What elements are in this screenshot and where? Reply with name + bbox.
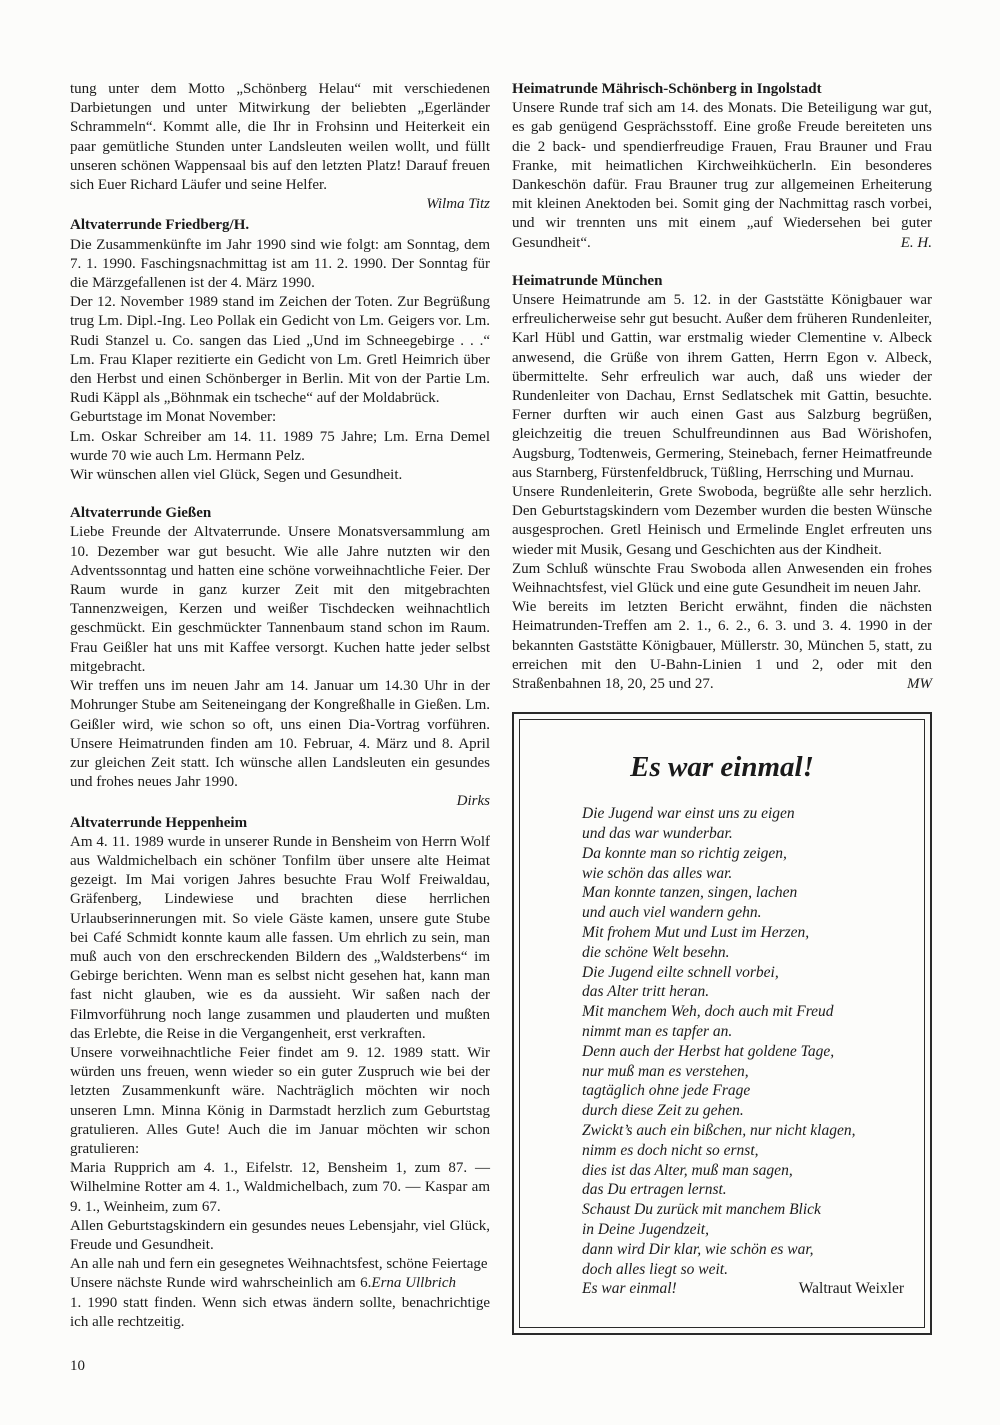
poem-line: nimm es doch nicht so ernst, (582, 1141, 759, 1159)
closing-text: Unsere Runde traf sich am 14. des Monats. Die Beteiligung war gut, es gab genügend Gesprächsstoff. Eine große Freude bereiteten uns die 2 back- und spendierfreudige Frauen, Frau Brauner und Frau Franke, mit heimatlichen Kirchweihkücherln. Ein besonderes Dankeschön dafür. Frau Brauner trug zur allgemeinen Erheiterung mit kleinen Anektoden bei. Somit ging der Nachmittag rasch vorbei, und wir trennten uns mit einem „auf Wiedersehen bei guter Gesundheit“. (512, 100, 932, 251)
poem-line: das Alter tritt heran. (582, 983, 710, 1001)
poem-box-inner-border (519, 719, 925, 1328)
paragraph: Liebe Freunde der Altvaterrunde. Unsere Monatsversammlung am 10. Dezember war gut besucht. Wie alle Jahre nutzten wir den Adventssonntag und hatten eine schöne vorweihnachtliche Feier. Der Raum wurde in ganz kurzer Zeit mit den mitgebrachten Tannenzweigen, Kerzen und weißer Tischdecken weihnachtlich geschmückt. Ein geschmückter Tannenbaum stand schon im Raum. Frau Geißler hat uns mit Kaffee versorgt. Kuchen hatte jeder selbst mitgebracht. (70, 524, 490, 675)
poem-title: Es war einmal! (630, 751, 814, 784)
poem-line: dies ist das Alter, muß man sagen, (582, 1161, 793, 1179)
poem-line: Schaust Du zurück mit manchem Blick (582, 1201, 821, 1219)
poem-line: das Du ertragen lernst. (582, 1181, 727, 1199)
paragraph: Der 12. November 1989 stand im Zeichen der Toten. Zur Begrüßung trug Lm. Dipl.-Ing. Leo Pollak ein Gedicht von Lm. Geigers vor. Lm. Rudi Stanzel u. Co. sangen das Lied „Und im Schneegebirge . . .“ Lm. Frau Klaper rezitierte ein Gedicht von Lm. Gretl Heimrich über den Herbst und einen Schönberger in Berlin. Mit von der Partie Lm. Rudi Käppl als „Böhnmak ein tscheche“ auf der Moldabrück. (70, 294, 490, 407)
poem-line: wie schön das alles war. (582, 864, 733, 882)
page-number: 10 (70, 1358, 85, 1374)
article-heading: Altvaterrunde Friedberg/H. (70, 217, 250, 234)
poem-line: Da konnte man so richtig zeigen, (582, 844, 787, 862)
poem-line: Denn auch der Herbst hat goldene Tage, (582, 1042, 835, 1060)
article-heading: Heimatrunde Mährisch-Schönberg in Ingolstadt (512, 81, 822, 97)
signature-wilma-titz: Wilma Titz (426, 196, 490, 213)
paragraph: Wir wünschen allen viel Glück, Segen und Gesundheit. (70, 467, 403, 484)
article-altvaterrunde-heppenheim (70, 814, 490, 1332)
paragraph: Am 4. 11. 1989 wurde in unserer Runde in Bensheim von Herrn Wolf aus Waldmichelbach ein schöner Tonfilm über unsere alte Heimat gezeigt. Im Mai vorigen Jahres besuchte Frau Wolf Freiwaldau, Gräfenberg, Lindewiese und brachten diese herrlichen Urlaubserinnerungen mit. So viele Gäste kamen, unsere gute Stube bei Café Schmidt konnte kaum alle fassen. Um ehrlich zu sein, man muß auch von den erschreckenden Bildern des „Waldsterbens“ im Gebirge berichten. Wenn man es selbst nicht gesehen hat, kann man fast nicht glauben, wie es da aussieht. Wir saßen nach der Filmvorführung noch lange zusammen und plauderten und mußten das Erlebte, die Reise in die Vergangenheit, erst verkraften. (70, 833, 490, 1042)
poem-line: in Deine Jugendzeit, (582, 1221, 709, 1239)
right-column (512, 80, 932, 1335)
signature-dirks: Dirks (456, 793, 490, 810)
poem-line: dann wird Dir klar, wie schön es war, (582, 1240, 814, 1258)
poem-line: und das war wunderbar. (582, 825, 733, 843)
poem-line: nur muß man es verstehen, (582, 1062, 749, 1080)
left-column (70, 80, 490, 1335)
poem-line: tagtäglich ohne jede Frage (582, 1082, 751, 1100)
poem-line: nimmt man es tapfer an. (582, 1023, 733, 1041)
article-heimatrunde-muenchen (512, 272, 932, 694)
paragraph: Unsere vorweihnachtliche Feier findet am 9. 12. 1989 statt. Wir würden uns freuen, wenn wieder so ein guter Zuspruch wie bei der letzten Zusammenkunft wäre. Nachträglich möchten wir noch unseren Lmn. Minna König in Darmstadt herzlich zum Geburtstag gratulieren. Alles Gute! Auch die im Januar möchten wir schon gratulieren: (70, 1044, 490, 1157)
closing-paragraph (512, 99, 932, 253)
paragraph: Geburtstage im Monat November: (70, 409, 277, 426)
closing-text: An alle nah und fern ein gesegnetes Weihnachtsfest, schöne Feiertage (70, 1256, 488, 1273)
poem-signature: Waltraut Weixler (798, 1280, 904, 1298)
signature-eh: E. H. (900, 234, 932, 251)
signature-mw: MW (907, 676, 932, 693)
article-continuation (70, 80, 490, 214)
poem-line: Man konnte tanzen, singen, lachen (582, 884, 798, 902)
poem-closing-row (582, 1279, 904, 1299)
poem-line: Mit frohem Mut und Lust im Herzen, (582, 924, 810, 942)
paragraph: tung unter dem Motto „Schönberg Helau“ mit verschiedenen Darbietungen und unter Mitwirkung der beliebten „Egerländer Schrammeln“. Kommt alle, die Ihr in Frohsinn und Heiterkeit ein paar gemütliche Stunden unter Landsleuten weilen wollt, und füllt unseren schönen Wappensaal bis auf den letzten Platz! Darauf freuen sich Euer Richard Läufer und seine Helfer. (70, 81, 490, 194)
signature-erna-ullbrich: Erna Ullbrich (371, 1275, 456, 1292)
paragraph: Wir treffen uns im neuen Jahr am 14. Januar um 14.30 Uhr in der Mohrunger Stube am Seiteneingang der Kongreßhalle in Gießen. Lm. Geißler wird, wie schon so oft, uns einen Dia-Vortrag vorführen. Unsere Heimatrunden finden am 10. Februar, 4. März und 8. April zur gleichen Zeit statt. Ich wünsche allen Landsleuten ein gesundes und frohes neues Jahr 1990. (70, 678, 490, 791)
closing-text: Wie bereits im letzten Bericht erwähnt, finden die nächsten Heimatrunden-Treffen am 2. 1., 6. 2., 6. 3. und 3. 4. 1990 in der bekannten Gaststätte Königbauer, Müllerstr. 30, München 5, statt, zu erreichen mit den U-Bahn-Linien 1 und 2, oder mit den Straßenbahnen 18, 20, 25 und 27. (512, 599, 932, 693)
poem-box (512, 712, 932, 1335)
article-heading: Heimatrunde München (512, 272, 663, 289)
paragraph: Unsere nächste Runde wird wahrscheinlich am 6. 1. 1990 statt finden. Wenn sich etwas ändern sollte, benachrichtige ich alle rechtzeitig. (70, 1275, 490, 1330)
poem-line: Die Jugend war einst uns zu eigen (582, 805, 795, 823)
paragraph: Maria Rupprich am 4. 1., Eifelstr. 12, Bensheim 1, zum 87. — Wilhelmine Rotter am 4. 1., Waldmichelbach, zum 70. — Kaspar am 9. 1., Weinheim, zum 67. (70, 1160, 490, 1215)
poem-line: Zwickt’s auch ein bißchen, nur nicht klagen, (582, 1122, 856, 1140)
paragraph: Unsere Rundenleiterin, Grete Swoboda, begrüßte alle sehr herzlich. Den Geburtstagskindern vom Dezember wurden die besten Wünsche ausgesprochen. Gretl Heinisch und Ermelinde Englet erfreuten uns wieder mit Musik, Gesang und Geschichten aus der Kindheit. (512, 484, 932, 558)
poem-line: Die Jugend eilte schnell vorbei, (582, 963, 779, 981)
poem-line: doch alles liegt so weit. (582, 1260, 728, 1278)
article-altvaterrunde-giessen (70, 504, 490, 811)
article-heimatrunde-ingolstadt (512, 80, 932, 253)
poem-body (582, 804, 904, 1279)
article-heading: Altvaterrunde Gießen (70, 505, 212, 522)
poem-line: die schöne Welt besehn. (582, 943, 730, 961)
paragraph: Unsere Heimatrunde am 5. 12. in der Gaststätte Königbauer war erfreulicherweise sehr gut besucht. Außer dem früheren Rundenleiter, Karl Hübl und Gattin, war erstmalig wieder Clementine v. Albeck anwesend, die Grüße von ihrem Gatten, Herrn Egon v. Albeck, übermittelte. Sehr erfreulich war auch, daß uns wieder der Rundenleiter von Dachau, Ernst Sedlatschek mit Gattin, besuchte. Ferner durften wir auch einen Gast aus Salzburg begrüßen, gleichzeitig die treuen Schulfreundinnen aus Bad Wörishofen, Augsburg, Todtenweis, Germering, Steinebach, ferner Heimatfreunde aus Starnberg, Fürstenfeldbruck, Tüßling, Herrsching und Murnau. (512, 292, 932, 481)
poem-closing-line: Es war einmal! (582, 1280, 677, 1298)
poem-line: Mit manchem Weh, doch auch mit Freud (582, 1003, 834, 1021)
closing-paragraph (512, 598, 932, 694)
paragraph: Zum Schluß wünschte Frau Swoboda allen Anwesenden ein frohes Weihnachtsfest, viel Glück und eine gute Gesundheit im neuen Jahr. (512, 560, 932, 597)
paragraph: Die Zusammenkünfte im Jahr 1990 sind wie folgt: am Sonntag, dem 7. 1. 1990. Faschingsnachmittag ist am 11. 2. 1990. Der Sonntag für die Märzgefallenen ist der 4. März 1990. (70, 236, 490, 292)
article-altvaterrunde-friedberg (70, 216, 490, 485)
paragraph: Allen Geburtstagskindern ein gesundes neues Lebensjahr, viel Glück, Freude und Gesundheit. (70, 1217, 490, 1253)
article-heading: Altvaterrunde Heppenheim (70, 814, 248, 831)
paragraph: Lm. Oskar Schreiber am 14. 11. 1989 75 Jahre; Lm. Erna Demel wurde 70 wie auch Lm. Hermann Pelz. (70, 428, 490, 464)
closing-paragraph (70, 1255, 490, 1292)
poem-line: durch diese Zeit zu gehen. (582, 1102, 744, 1120)
poem-line: und auch viel wandern gehn. (582, 904, 762, 922)
